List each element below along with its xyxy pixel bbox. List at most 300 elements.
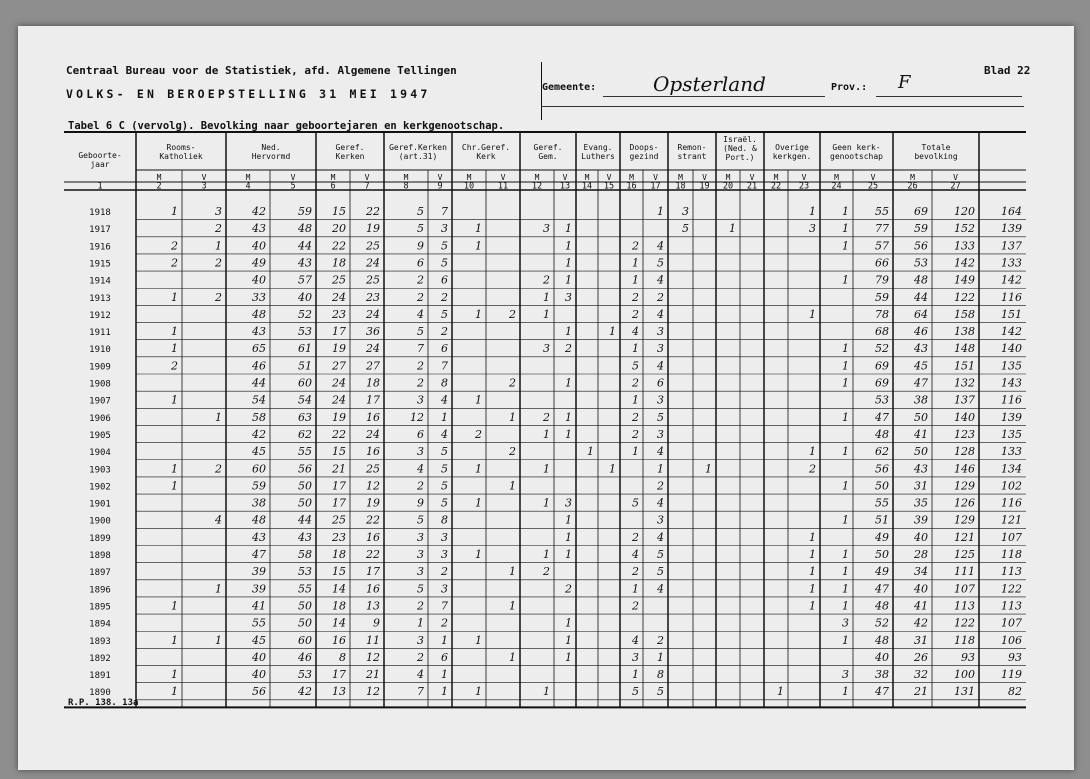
- table-cell: 142: [1001, 273, 1022, 287]
- table-cell: 59: [252, 479, 266, 493]
- row-year: 1916: [89, 242, 111, 253]
- table-cell: 113: [954, 599, 975, 613]
- table-cell: 44: [252, 376, 266, 390]
- table-cell: 12: [366, 685, 380, 699]
- table-cell: 135: [1001, 359, 1022, 373]
- table-cell: 7: [441, 359, 448, 373]
- group-header-6: Luthers: [581, 152, 615, 161]
- sex-label-v: V: [364, 173, 370, 182]
- column-number: 21: [746, 181, 758, 192]
- table-cell: 1: [842, 479, 849, 493]
- table-cell: 40: [914, 530, 928, 544]
- group-header-10: Overige: [775, 143, 809, 152]
- row-year: 1909: [89, 362, 111, 373]
- table-cell: 2: [657, 290, 664, 304]
- table-cell: 1: [475, 633, 482, 647]
- table-cell: 1: [809, 599, 816, 613]
- table-cell: 62: [298, 427, 312, 441]
- sex-label-v: V: [870, 173, 876, 182]
- table-cell: 47: [875, 582, 889, 596]
- table-cell: 11: [366, 633, 380, 647]
- birth-year-header: jaar: [90, 160, 110, 169]
- table-cell: 60: [298, 376, 312, 390]
- table-cell: 4: [657, 496, 664, 510]
- table-cell: 2: [417, 599, 424, 613]
- table-cell: 43: [298, 530, 312, 544]
- table-cell: 111: [954, 565, 975, 579]
- table-cell: 18: [332, 548, 346, 561]
- table-cell: 102: [1001, 479, 1022, 493]
- table-cell: 8: [657, 668, 664, 682]
- table-cell: 1: [565, 273, 572, 287]
- table-cell: 119: [1001, 668, 1022, 682]
- table-cell: 1: [171, 685, 178, 699]
- sex-label-m: M: [725, 173, 731, 182]
- table-cell: 5: [417, 582, 424, 596]
- table-cell: 41: [914, 427, 928, 441]
- group-header-7: Doops-: [629, 143, 659, 152]
- table-cell: 2: [215, 462, 222, 476]
- table-cell: 18: [332, 256, 346, 270]
- row-year: 1912: [89, 310, 111, 321]
- table-cell: 1: [565, 633, 572, 647]
- table-cell: 152: [954, 222, 975, 236]
- table-cell: 1: [509, 650, 516, 664]
- table-cell: 52: [298, 307, 312, 321]
- table-cell: 64: [914, 307, 928, 321]
- table-cell: 2: [417, 359, 424, 373]
- table-cell: 27: [332, 359, 346, 373]
- table-cell: 25: [366, 462, 380, 476]
- table-cell: 1: [475, 496, 482, 510]
- table-cell: 5: [632, 359, 639, 373]
- table-cell: 44: [298, 239, 312, 253]
- table-cell: 46: [914, 325, 928, 339]
- table-cell: 2: [441, 616, 448, 630]
- table-cell: 1: [215, 582, 222, 596]
- table-cell: 50: [875, 479, 889, 493]
- table-cell: 40: [252, 273, 266, 287]
- table-cell: 2: [509, 445, 516, 459]
- table-cell: 1: [475, 462, 482, 476]
- table-cell: 82: [1008, 685, 1022, 699]
- table-cell: 5: [417, 513, 424, 527]
- table-cell: 1: [809, 530, 816, 544]
- table-cell: 2: [441, 325, 448, 339]
- sex-label-v: V: [606, 173, 612, 182]
- table-cell: 40: [875, 650, 889, 664]
- table-cell: 151: [954, 359, 975, 373]
- column-number: 10: [463, 181, 475, 192]
- table-cell: 5: [657, 685, 664, 699]
- table-cell: 1: [475, 685, 482, 699]
- table-cell: 4: [657, 273, 664, 287]
- table-cell: 35: [914, 496, 928, 510]
- table-cell: 48: [875, 599, 889, 613]
- table-cell: 2: [657, 479, 664, 493]
- table-cell: 19: [332, 410, 346, 424]
- sex-label-m: M: [834, 173, 839, 182]
- table-cell: 3: [842, 668, 849, 682]
- table-cell: 2: [632, 410, 639, 424]
- table-cell: 137: [954, 393, 975, 407]
- row-year: 1907: [89, 396, 111, 407]
- table-cell: 158: [954, 307, 975, 321]
- census-title: VOLKS- EN BEROEPSTELLING 31 MEI 1947: [66, 87, 431, 101]
- table-cell: 42: [914, 616, 928, 630]
- table-cell: 66: [875, 256, 889, 270]
- table-cell: 58: [298, 548, 312, 561]
- table-cell: 142: [954, 256, 975, 270]
- table-cell: 139: [1001, 222, 1022, 236]
- table-cell: 6: [417, 256, 424, 270]
- sex-label-m: M: [678, 173, 683, 182]
- table-cell: 60: [252, 462, 266, 476]
- sex-label-v: V: [653, 173, 658, 182]
- column-number: 12: [531, 181, 543, 192]
- table-cell: 3: [682, 205, 689, 218]
- row-year: 1904: [89, 448, 111, 459]
- column-number: 22: [770, 181, 782, 192]
- table-cell: 1: [632, 342, 639, 356]
- table-cell: 1: [809, 445, 816, 459]
- table-cell: 2: [215, 256, 222, 270]
- table-cell: 122: [954, 616, 975, 630]
- table-cell: 40: [252, 239, 266, 253]
- table-cell: 121: [954, 530, 975, 544]
- table-cell: 21: [332, 462, 346, 476]
- table-cell: 50: [914, 410, 928, 424]
- row-year: 1896: [89, 585, 111, 596]
- table-cell: 3: [632, 650, 639, 664]
- table-cell: 133: [954, 239, 975, 253]
- row-year: 1908: [89, 379, 111, 390]
- table-cell: 49: [252, 256, 266, 270]
- sex-label-v: V: [437, 173, 443, 182]
- table-cell: 1: [565, 239, 572, 253]
- table-cell: 4: [417, 307, 424, 321]
- table-cell: 1: [543, 307, 550, 321]
- table-cell: 47: [875, 410, 889, 424]
- table-cell: 1: [171, 479, 178, 493]
- table-cell: 43: [914, 462, 928, 476]
- table-cell: 131: [954, 685, 975, 699]
- table-cell: 3: [809, 222, 816, 236]
- table-cell: 17: [332, 479, 346, 493]
- table-cell: 1: [171, 290, 178, 304]
- table-cell: 1: [565, 548, 572, 561]
- table-cell: 57: [875, 239, 889, 253]
- table-cell: 5: [441, 479, 448, 493]
- sheet-number: Blad 22: [984, 64, 1031, 77]
- table-cell: 4: [657, 359, 664, 373]
- table-cell: 1: [809, 582, 816, 596]
- row-year: 1914: [89, 276, 111, 287]
- table-cell: 3: [215, 205, 222, 218]
- table-cell: 2: [417, 479, 424, 493]
- table-cell: 53: [914, 256, 928, 270]
- table-cell: 25: [332, 273, 346, 287]
- table-cell: 3: [842, 616, 849, 630]
- column-number: 15: [603, 181, 615, 192]
- table-cell: 62: [875, 445, 889, 459]
- group-header-4: Kerk: [476, 152, 496, 161]
- group-header-3: Geref.Kerken: [389, 143, 447, 152]
- row-year: 1892: [89, 653, 111, 664]
- table-cell: 1: [842, 222, 849, 236]
- table-cell: 15: [332, 205, 346, 218]
- table-cell: 1: [657, 205, 664, 218]
- table-cell: 1: [543, 496, 550, 510]
- table-cell: 1: [842, 548, 849, 561]
- table-cell: 1: [171, 325, 178, 339]
- row-year: 1890: [89, 688, 111, 699]
- table-cell: 1: [171, 668, 178, 682]
- table-cell: 31: [914, 479, 928, 493]
- table-cell: 93: [961, 650, 975, 664]
- table-cell: 4: [417, 668, 424, 682]
- table-cell: 1: [705, 462, 712, 476]
- form-code: R.P. 138. 13a: [68, 698, 139, 708]
- group-header-1: Ned.: [261, 143, 281, 152]
- table-cell: 107: [1001, 530, 1022, 544]
- table-cell: 19: [366, 222, 380, 236]
- group-header-5: Gem.: [538, 152, 558, 161]
- table-cell: 164: [1001, 205, 1022, 218]
- table-cell: 18: [366, 376, 380, 390]
- table-cell: 51: [298, 359, 312, 373]
- table-cell: 54: [252, 393, 266, 407]
- table-cell: 133: [1001, 445, 1022, 459]
- table-cell: 50: [875, 548, 889, 561]
- table-cell: 56: [914, 239, 928, 253]
- group-header-2: Kerken: [335, 152, 365, 161]
- table-cell: 1: [565, 256, 572, 270]
- group-header-3: (art.31): [398, 152, 438, 161]
- table-cell: 121: [1001, 513, 1022, 527]
- table-cell: 6: [441, 342, 448, 356]
- column-number: 6: [330, 181, 336, 192]
- table-cell: 1: [543, 685, 550, 699]
- table-cell: 21: [914, 685, 928, 699]
- table-cell: 3: [441, 548, 448, 561]
- sex-label-v: V: [562, 173, 568, 182]
- table-cell: 52: [875, 616, 889, 630]
- table-cell: 122: [954, 290, 975, 304]
- table-cell: 5: [441, 239, 448, 253]
- table-cell: 1: [565, 325, 572, 339]
- row-year: 1899: [89, 533, 111, 544]
- table-cell: 12: [366, 479, 380, 493]
- table-cell: 1: [842, 410, 849, 424]
- table-cell: 5: [632, 496, 639, 510]
- table-cell: 2: [475, 427, 482, 441]
- sex-label-m: M: [245, 173, 251, 182]
- table-cell: 50: [298, 479, 312, 493]
- table-cell: 2: [417, 273, 424, 287]
- group-header-6: Evang.: [583, 143, 613, 152]
- table-cell: 24: [332, 290, 346, 304]
- sex-label-m: M: [330, 173, 336, 182]
- table-cell: 5: [441, 256, 448, 270]
- table-cell: 1: [842, 273, 849, 287]
- table-cell: 48: [875, 427, 889, 441]
- table-cell: 3: [417, 548, 424, 561]
- table-cell: 39: [252, 565, 266, 579]
- column-number: 19: [699, 181, 710, 192]
- table-cell: 17: [332, 668, 346, 682]
- table-cell: 53: [298, 668, 312, 682]
- table-cell: 24: [366, 256, 380, 270]
- group-header-11: Geen kerk-: [832, 143, 881, 152]
- table-cell: 1: [475, 222, 482, 236]
- table-cell: 1: [441, 685, 448, 699]
- table-cell: 1: [842, 599, 849, 613]
- table-cell: 1: [215, 633, 222, 647]
- sex-label-v: V: [201, 173, 207, 182]
- table-cell: 54: [298, 393, 312, 407]
- table-cell: 3: [543, 222, 550, 236]
- table-cell: 2: [809, 462, 816, 476]
- table-cell: 43: [252, 530, 266, 544]
- table-cell: 45: [252, 633, 266, 647]
- table-cell: 5: [441, 462, 448, 476]
- sex-label-m: M: [466, 173, 472, 182]
- table-cell: 49: [875, 565, 889, 579]
- table-cell: 22: [366, 513, 380, 527]
- table-cell: 20: [332, 222, 346, 236]
- table-cell: 26: [914, 650, 928, 664]
- table-cell: 16: [366, 530, 380, 544]
- table-cell: 41: [252, 599, 266, 613]
- table-cell: 1: [565, 650, 572, 664]
- column-number: 4: [245, 181, 251, 192]
- table-cell: 1: [565, 530, 572, 544]
- table-cell: 50: [298, 616, 312, 630]
- table-cell: 138: [954, 325, 975, 339]
- table-cell: 1: [565, 376, 572, 390]
- table-cell: 1: [842, 342, 849, 356]
- row-year: 1913: [89, 293, 111, 304]
- table-cell: 8: [339, 650, 346, 664]
- table-cell: 22: [366, 548, 380, 561]
- table-cell: 1: [842, 205, 849, 218]
- table-cell: 1: [543, 427, 550, 441]
- table-cell: 5: [441, 496, 448, 510]
- sex-label-m: M: [629, 173, 634, 182]
- table-cell: 1: [632, 445, 639, 459]
- table-cell: 28: [914, 548, 928, 561]
- table-cell: 1: [842, 565, 849, 579]
- table-cell: 1: [842, 376, 849, 390]
- table-cell: 3: [441, 530, 448, 544]
- table-cell: 13: [332, 685, 346, 699]
- table-cell: 1: [609, 325, 616, 339]
- table-cell: 59: [875, 290, 889, 304]
- table-cell: 69: [875, 376, 889, 390]
- table-cell: 3: [417, 633, 424, 647]
- table-cell: 1: [475, 239, 482, 253]
- row-year: 1903: [89, 465, 111, 476]
- table-cell: 139: [1001, 410, 1022, 424]
- table-cell: 55: [875, 496, 889, 510]
- table-cell: 40: [914, 582, 928, 596]
- table-cell: 2: [509, 376, 516, 390]
- table-cell: 6: [417, 427, 424, 441]
- table-cell: 31: [914, 633, 928, 647]
- column-number: 8: [403, 181, 409, 192]
- table-cell: 68: [875, 325, 889, 339]
- table-cell: 2: [441, 290, 448, 304]
- table-cell: 49: [875, 530, 889, 544]
- table-cell: 1: [509, 599, 516, 613]
- table-cell: 2: [657, 633, 664, 647]
- column-number: 2: [156, 181, 162, 192]
- table-cell: 42: [252, 427, 266, 441]
- table-cell: 2: [632, 565, 639, 579]
- table-cell: 12: [410, 410, 424, 424]
- table-cell: 2: [417, 290, 424, 304]
- table-cell: 1: [842, 685, 849, 699]
- table-cell: 7: [441, 205, 448, 218]
- table-cell: 21: [366, 668, 380, 682]
- table-cell: 3: [657, 342, 664, 356]
- group-header-1: Hervormd: [251, 152, 291, 161]
- column-number: 3: [201, 181, 207, 192]
- table-cell: 1: [441, 410, 448, 424]
- table-cell: 41: [914, 599, 928, 613]
- table-cell: 116: [1001, 393, 1022, 407]
- gemeente-value: Opsterland: [653, 72, 766, 96]
- table-cell: 24: [366, 427, 380, 441]
- row-year: 1893: [89, 636, 111, 647]
- column-number: 11: [497, 181, 509, 192]
- row-year: 1900: [89, 516, 111, 527]
- table-cell: 9: [417, 496, 424, 510]
- table-cell: 2: [171, 239, 178, 253]
- table-cell: 2: [565, 342, 572, 356]
- table-cell: 3: [657, 393, 664, 407]
- table-cell: 5: [632, 685, 639, 699]
- group-header-0: Katholiek: [159, 152, 203, 161]
- table-cell: 1: [543, 462, 550, 476]
- group-header-2: Geref.: [335, 143, 365, 152]
- table-cell: 43: [252, 325, 266, 339]
- row-year: 1918: [89, 208, 111, 218]
- table-cell: 4: [657, 307, 664, 321]
- table-cell: 48: [875, 633, 889, 647]
- table-cell: 129: [954, 479, 975, 493]
- table-cell: 1: [842, 513, 849, 527]
- table-cell: 123: [954, 427, 975, 441]
- table-cell: 3: [441, 582, 448, 596]
- group-header-9: (Ned. &: [723, 144, 757, 153]
- table-cell: 1: [632, 256, 639, 270]
- table-cell: 1: [609, 462, 616, 476]
- table-cell: 17: [366, 565, 380, 579]
- table-cell: 132: [954, 376, 975, 390]
- table-cell: 2: [632, 307, 639, 321]
- table-cell: 25: [366, 273, 380, 287]
- table-cell: 1: [475, 393, 482, 407]
- table-cell: 16: [366, 582, 380, 596]
- table-cell: 45: [252, 445, 266, 459]
- sex-label-m: M: [403, 173, 409, 182]
- column-number: 5: [290, 181, 296, 192]
- table-cell: 2: [171, 256, 178, 270]
- row-year: 1906: [89, 413, 111, 424]
- table-cell: 55: [252, 616, 266, 630]
